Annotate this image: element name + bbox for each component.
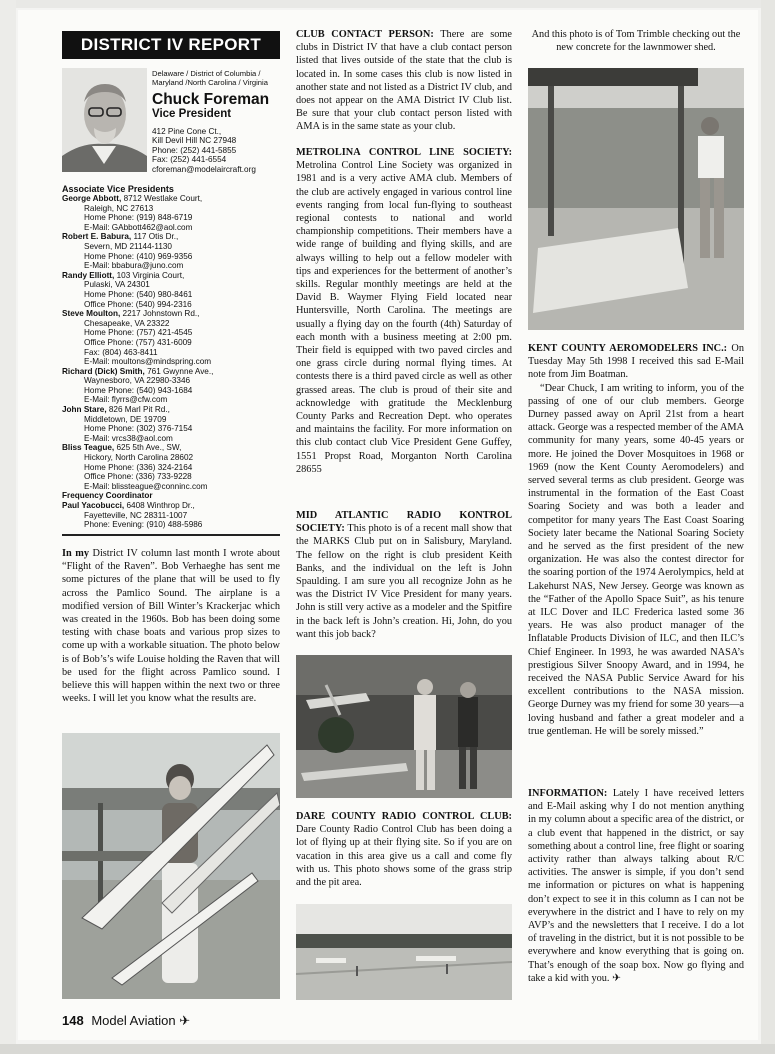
- avp-name: Richard (Dick) Smith,: [62, 366, 145, 376]
- vp-phone: Phone: (252) 441-5855: [152, 145, 237, 155]
- avp-name: George Abbott,: [62, 194, 122, 203]
- avp-email-link[interactable]: E-Mail: vrcs38@aol.com: [84, 433, 173, 443]
- vp-city-line: Kill Devil Hill NC 27948: [152, 136, 237, 146]
- raven-article: [62, 547, 280, 705]
- avp-email-link[interactable]: E-Mail: GAbbott462@aol.com: [84, 222, 193, 232]
- kent-county-heading: KENT COUNTY AEROMODELERS INC.:: [528, 343, 728, 354]
- raven-lead: In my: [62, 548, 89, 559]
- avp-email-link[interactable]: E-Mail: bbabura@juno.com: [84, 261, 184, 271]
- metrolina-heading: METROLINA CONTROL LINE SOCIETY:: [296, 147, 512, 158]
- dare-field-photo: [296, 904, 512, 1000]
- information-article: INFORMATION: Lately I have received letters and E-Mail asking why I do not mention anything in my column about a specific area of the district, or a club event that happened in the district, or say something about a control line, free flight or soaring activity rather than always talking about R/C activities. The answer is simple, if you don’t send me information or pictures on what is happening don’t expect to see it in this column as I can not be everywhere in the district and I have to rely on my AVP’s and the newsletters that I receive. I do a lot of traveling in the district, but it is not possible to be everywhere and know everything that is going on. That’s enough of the soap box. Now go flying and take a kid with you. ✈: [528, 788, 744, 984]
- avp-entry: Bliss Teague, 625 5th Ave., SW,: [62, 443, 182, 453]
- avp-name: John Stare,: [62, 405, 107, 415]
- club-contact-heading: CLUB CONTACT PERSON:: [296, 29, 434, 40]
- lawnmower-shed-photo: [528, 68, 744, 330]
- avp-entry: Steve Moulton, 2217 Johnstown Rd.,: [62, 309, 200, 319]
- page-number: 148: [62, 1013, 84, 1028]
- freq-name: Paul Yacobucci,: [62, 501, 125, 510]
- vp-name: Chuck Foreman: [152, 91, 270, 108]
- district-states: Delaware / District of Columbia / Maryland /North Carolina / Virginia: [152, 69, 268, 87]
- column-divider: [62, 534, 280, 536]
- vp-title: Vice President: [152, 108, 232, 120]
- information-heading: INFORMATION:: [528, 788, 608, 799]
- page-footer: [62, 1013, 190, 1029]
- avp-name: Randy Elliott,: [62, 270, 115, 280]
- dare-county-heading: DARE COUNTY RADIO CONTROL CLUB:: [296, 811, 512, 822]
- vp-email-link[interactable]: cforeman@modelaircraft.org: [152, 164, 256, 174]
- avp-entry: John Stare, 826 Marl Pit Rd.,: [62, 405, 170, 415]
- scan-edge-bottom: [0, 1044, 775, 1054]
- avp-entry: Randy Elliott, 103 Virginia Court,: [62, 270, 185, 280]
- shed-caption: And this photo is of Tom Trimble checking out the new concrete for the lawnmower shed.: [531, 29, 741, 54]
- mall-show-photo: [296, 655, 512, 798]
- raven-text: District IV column last month I wrote about “Flight of the Raven”. Bob Verhaeghe has sent me some pictures of the plane that will be used to fly across the Pamlico Sound. The airplane is a modified version of Bill Winter’s Krackerjac which was created in the 1960s. Bob has been doing some testing with chase boats and various prop sizes to come up with a workable situation. The photo below is of Bob’s’s wife Louise holding the Raven that will be used for the flight across Pamlico sound. I believe this will happen within the next two or three weeks. I will let you know what the results are.: [62, 548, 280, 705]
- avp-entry: Robert E. Babura, 117 Otis Dr.,: [62, 232, 179, 242]
- magazine-name: Model Aviation ✈: [91, 1013, 191, 1028]
- avp-entry: Richard (Dick) Smith, 761 Gwynne Ave.,: [62, 366, 214, 376]
- avp-name: Steve Moulton,: [62, 309, 121, 319]
- club-contact-article: CLUB CONTACT PERSON: There are some clubs in District IV that have a club contact person listed that lives outside of the state that the club is located in. In some cases this club is now listed in another state and not listed as a District IV club, and does not appear on the AMA District IV Club list. Be sure that your club contact person listed with AMA is in the same state as your club.: [296, 29, 512, 133]
- metrolina-article: METROLINA CONTROL LINE SOCIETY: Metrolina Control Line Society was organized in 1981 and is a very active AMA club. Members of the club are actively engaged in various control line events ranging from local fun-flying to southeast regional contests to national and world championship competitions. Their members have a wide range of building and flying skills, and are always willing to help out a fellow modeler with tips and experiences for the betterment of another’s skills. Regular monthly meetings are held at the David B. Waymer Flying Field located near Huntersville, North Carolina. The meetings are usually a flying day on the fourth (4th) Saturday of each month with a business meeting at 2:00 pm. Their field is equipped with two paved circles and one grass circle during normal flying times. At contests there is a third paved circle as well as other grassed areas. The club is proud of their site and acknowledge with gratitude the Mecklenburg County Parks and Recreation Dept. who operates and maintains the facility. For more information on this club contact club Vice President Gene Guffey, 1551 Propst Road, Morganton North Carolina 28655: [296, 147, 512, 475]
- avp-email-link[interactable]: E-Mail: blissteague@conninc.com: [84, 481, 208, 491]
- mid-atlantic-article: MID ATLANTIC RADIO KONTROL SOCIETY: This photo is of a recent mall show that the MARKS Club put on in Salisbury, Maryland. The fellow on the right is club president Keith Banks, and the individual on the left is John Spaulding. I am sure you all recognize John as he was the District IV Vice President for many years. John is still very active as a modeler and the Spitfire in the back left is John’s creation. Hi, John, do you want this job back?: [296, 510, 512, 640]
- mid-atlantic-heading: MID ATLANTIC RADIO KONTROL SOCIETY:: [296, 510, 512, 535]
- scan-edge-left: [0, 0, 16, 1054]
- scan-edge-right: [761, 0, 775, 1054]
- kent-county-article: KENT COUNTY AEROMODELERS INC.: On Tuesday May 5th 1998 I received this sad E-Mail note from Jim Boatman. “Dear Chuck, I am writing to inform, you of the passing of one of our club members. George Durney passed away on April 21st from a heart attack. George was a respected member of the AMA community for many years, some 40-45 years or more. He joined the Dover Mosquitoes in 1968 or 1969 (now the Kent County Aeromodelers) and served several terms as club president. George was instrumental in the formation of the East Coast Soaring Society and was both a leader and competitor for many years The East Coast Soaring Society later became the National Soaring Society and he served as the first president of the new organization. He was also the contest director for the soaring portion of the 1974 Aerolympics, held at Lakehurst NAS, New Jersey. George was known as the “Father of the Apollo Space Suit”, as his tenure at ILC Dover and ILC Frederica lasted some 36 years. He was also product manager of the Inflatable Products Division of ILC, and then ILC’s Chief Engineer. In 1993, he was awarded NASA’s prestigious Silver Snoopy Award, and in 1994, he received the NASA Public Service Award for his excellent contributions to the NASA mission. George Durney was my friend for some 30 years—a loving husband and father a great modeler and a true gentleman. He will be sorely missed.”: [528, 343, 744, 737]
- freq-entry: Paul Yacobucci, 6408 Winthrop Dr.,: [62, 501, 195, 510]
- raven-photo: [62, 733, 280, 999]
- district-banner: DISTRICT IV REPORT: [62, 31, 280, 59]
- scan-edge-top: [0, 0, 775, 8]
- avp-heading: Associate Vice Presidents: [62, 184, 174, 194]
- avp-entry: George Abbott, 8712 Westlake Court,: [62, 194, 203, 203]
- avp-list: George Abbott, 8712 Westlake Court, Raleigh, NC 27613 Home Phone: (919) 848-6719 E-Mail: GAbbott462@aol.com Robert E. Babura, 117 Otis Dr., Severn, MD 21144-1130 Home Phone: (410) 969-9356 E-Mail: bbabura@juno.com Randy Elliott, 103 Virginia Court, Pulaski, VA 24301 Home Phone: (540) 980-8461 Office Phone: (540) 994-2316 Steve Moulton, 2217 Johnstown Rd., Chesapeake, VA 23322 Home Phone: (757) 421-4545 Office Phone: (757) 431-6009 Fax: (804) 463-8411 E-Mail: moultons@mindspring.com Richard (Dick) Smith, 761 Gwynne Ave., Waynesboro, VA 22980-3346 Home Phone: (540) 943-1684 E-Mail: flyrrs@cfw.com John Stare, 826 Marl Pit Rd., Middletown, DE 19709 Home Phone: (302) 376-7154 E-Mail: vrcs38@aol.com Bliss Teague, 625 5th Ave., SW, Hickory, North Carolina 28602 Home Phone: (336) 324-2164 Office Phone: (336) 733-9228 E-Mail: blissteague@conninc.com Frequency Coordinator Paul Yacobucci, 6408 Winthrop Dr., Fayetteville, NC 28311-1007 Phone: Evening: (910) 488-5986: [62, 194, 282, 530]
- avp-name: Robert E. Babura,: [62, 232, 132, 242]
- vp-portrait: [62, 68, 147, 172]
- kent-county-quote: “Dear Chuck, I am writing to inform, you of the passing of one of our club members. George Durney passed away on April 21st from a heart attack. George was a respected member of the AMA community for many years, some 40-45 years or more. He joined the Dover Mosquitoes in 1968 or 1969 (now the Kent County Aeromodelers) and served several terms as club president. George was instrumental in the formation of the East Coast Soaring Society and was both a leader and competitor for many years The East Coast Soaring Society later became the National Soaring Society and he served as the first president of the new organization. He was also the contest director for the soaring portion of the 1974 Aerolympics, held at Lakehurst NAS, New Jersey. George was known as the “Father of the Apollo Space Suit”, as his tenure at ILC Dover and ILC Frederica lasted some 36 years. He was also product manager of the Inflatable Products Division of ILC, and then ILC’s Chief Engineer. In 1993, he was awarded NASA’s prestigious Silver Snoopy Award, and in 1994, he received the NASA Public Service Award for his excellent contributions to the NASA mission. George Durney was my friend for some 30 years—a loving husband and father a great modeler and a true gentleman. He will be sorely missed.”: [528, 382, 744, 737]
- avp-email-link[interactable]: E-Mail: moultons@mindspring.com: [84, 357, 212, 367]
- vp-fax: Fax: (252) 441-6554: [152, 155, 227, 165]
- vp-address-line: 412 Pine Cone Ct.,: [152, 127, 222, 136]
- vp-contact-block: [152, 127, 256, 174]
- avp-email-link[interactable]: E-Mail: flyrrs@cfw.com: [84, 395, 168, 405]
- dare-county-article: DARE COUNTY RADIO CONTROL CLUB: Dare County Radio Control Club has been doing a lot of flying up at their flying site. So if you are on vacation in this area give us a call and come fly with us. This photo shows some of the grass strip and the pit area.: [296, 811, 512, 889]
- freq-heading: Frequency Coordinator: [62, 491, 153, 501]
- avp-name: Bliss Teague,: [62, 443, 115, 453]
